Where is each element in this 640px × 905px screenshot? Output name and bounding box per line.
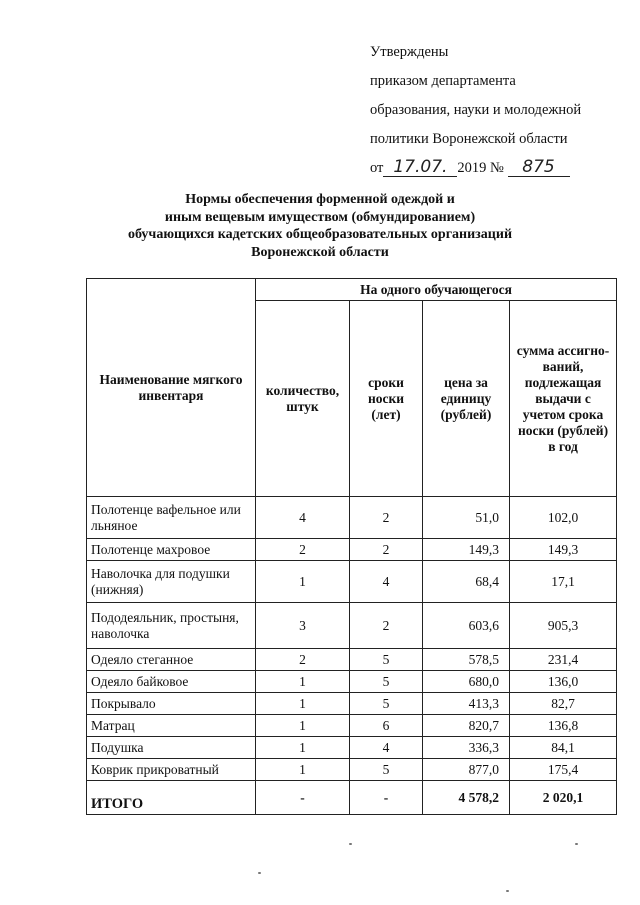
row-sum: 102,0 <box>510 497 617 539</box>
handwritten-order-number: 875 <box>508 158 570 177</box>
scan-speck <box>258 872 261 874</box>
row-name: Матрац <box>87 715 256 737</box>
row-price: 680,0 <box>423 671 510 693</box>
row-name: Пододеяльник, простыня, наволочка <box>87 603 256 649</box>
row-term: 2 <box>350 603 423 649</box>
row-qty: 1 <box>256 671 350 693</box>
table-row <box>87 539 617 561</box>
table-row <box>87 759 617 781</box>
row-price: 336,3 <box>423 737 510 759</box>
row-qty: 1 <box>256 693 350 715</box>
table-row <box>87 649 617 671</box>
row-name: Наволочка для подушки (нижняя) <box>87 561 256 603</box>
row-qty: 4 <box>256 497 350 539</box>
table-row <box>87 497 617 539</box>
approval-date-line <box>370 154 581 183</box>
row-sum: 175,4 <box>510 759 617 781</box>
year-number-label: 2019 № <box>457 160 504 176</box>
row-qty: 1 <box>256 561 350 603</box>
row-price: 149,3 <box>423 539 510 561</box>
document-title <box>0 191 640 261</box>
table-row <box>87 561 617 603</box>
total-sum: 2 020,1 <box>510 781 617 815</box>
table-row <box>87 603 617 649</box>
header-term: сроки носки (лет) <box>350 301 423 497</box>
header-name: Наименование мягкого инвентаря <box>87 279 256 497</box>
approval-line-2: приказом департамента <box>370 73 516 89</box>
total-label: ИТОГО <box>87 781 256 815</box>
title-line-4: Воронежской области <box>251 244 389 260</box>
row-qty: 3 <box>256 603 350 649</box>
row-term: 2 <box>350 497 423 539</box>
header-price: цена за единицу (рублей) <box>423 301 510 497</box>
total-row <box>87 781 617 815</box>
norms-table <box>86 278 617 815</box>
row-price: 603,6 <box>423 603 510 649</box>
approval-block <box>370 38 581 183</box>
approval-line-4: политики Воронежской области <box>370 131 568 147</box>
table-header-row-1 <box>87 279 617 301</box>
row-term: 4 <box>350 561 423 603</box>
scan-speck <box>349 843 352 845</box>
total-price: 4 578,2 <box>423 781 510 815</box>
handwritten-date: 17.07. <box>383 158 457 177</box>
total-qty: - <box>256 781 350 815</box>
row-term: 5 <box>350 693 423 715</box>
approval-line-3: образования, науки и молодежной <box>370 102 582 118</box>
title-line-2: иным вещевым имуществом (обмундированием) <box>164 209 476 225</box>
row-sum: 136,8 <box>510 715 617 737</box>
row-name: Подушка <box>87 737 256 759</box>
total-term: - <box>350 781 423 815</box>
header-sum: сумма ассигно-ваний, подлежащая выдачи с учетом срока носки (рублей) в год <box>510 301 617 497</box>
row-qty: 1 <box>256 715 350 737</box>
row-price: 578,5 <box>423 649 510 671</box>
row-qty: 2 <box>256 649 350 671</box>
from-label: от <box>370 160 384 176</box>
row-name: Коврик прикроватный <box>87 759 256 781</box>
title-line-1: Нормы обеспечения форменной одеждой и <box>185 192 455 207</box>
table-row <box>87 737 617 759</box>
row-sum: 149,3 <box>510 539 617 561</box>
row-sum: 84,1 <box>510 737 617 759</box>
title-line-3: обучающихся кадетских общеобразовательных организаций <box>127 227 513 242</box>
row-name: Полотенце вафельное или льняное <box>87 497 256 539</box>
row-name: Полотенце махровое <box>87 539 256 561</box>
scan-speck <box>506 890 509 892</box>
row-term: 5 <box>350 759 423 781</box>
table-row <box>87 693 617 715</box>
row-price: 51,0 <box>423 497 510 539</box>
row-sum: 17,1 <box>510 561 617 603</box>
scan-speck <box>575 843 578 845</box>
row-term: 5 <box>350 671 423 693</box>
row-name: Одеяло байковое <box>87 671 256 693</box>
row-term: 4 <box>350 737 423 759</box>
table-row <box>87 715 617 737</box>
header-group: На одного обучающегося <box>256 279 617 301</box>
row-qty: 2 <box>256 539 350 561</box>
row-term: 5 <box>350 649 423 671</box>
row-name: Покрывало <box>87 693 256 715</box>
row-sum: 136,0 <box>510 671 617 693</box>
row-price: 820,7 <box>423 715 510 737</box>
row-price: 413,3 <box>423 693 510 715</box>
row-price: 877,0 <box>423 759 510 781</box>
row-price: 68,4 <box>423 561 510 603</box>
table-row <box>87 671 617 693</box>
row-sum: 231,4 <box>510 649 617 671</box>
header-qty: количество, штук <box>256 301 350 497</box>
row-qty: 1 <box>256 737 350 759</box>
row-sum: 82,7 <box>510 693 617 715</box>
row-qty: 1 <box>256 759 350 781</box>
row-sum: 905,3 <box>510 603 617 649</box>
row-name: Одеяло стеганное <box>87 649 256 671</box>
row-term: 6 <box>350 715 423 737</box>
row-term: 2 <box>350 539 423 561</box>
approval-line-1: Утверждены <box>370 44 449 60</box>
